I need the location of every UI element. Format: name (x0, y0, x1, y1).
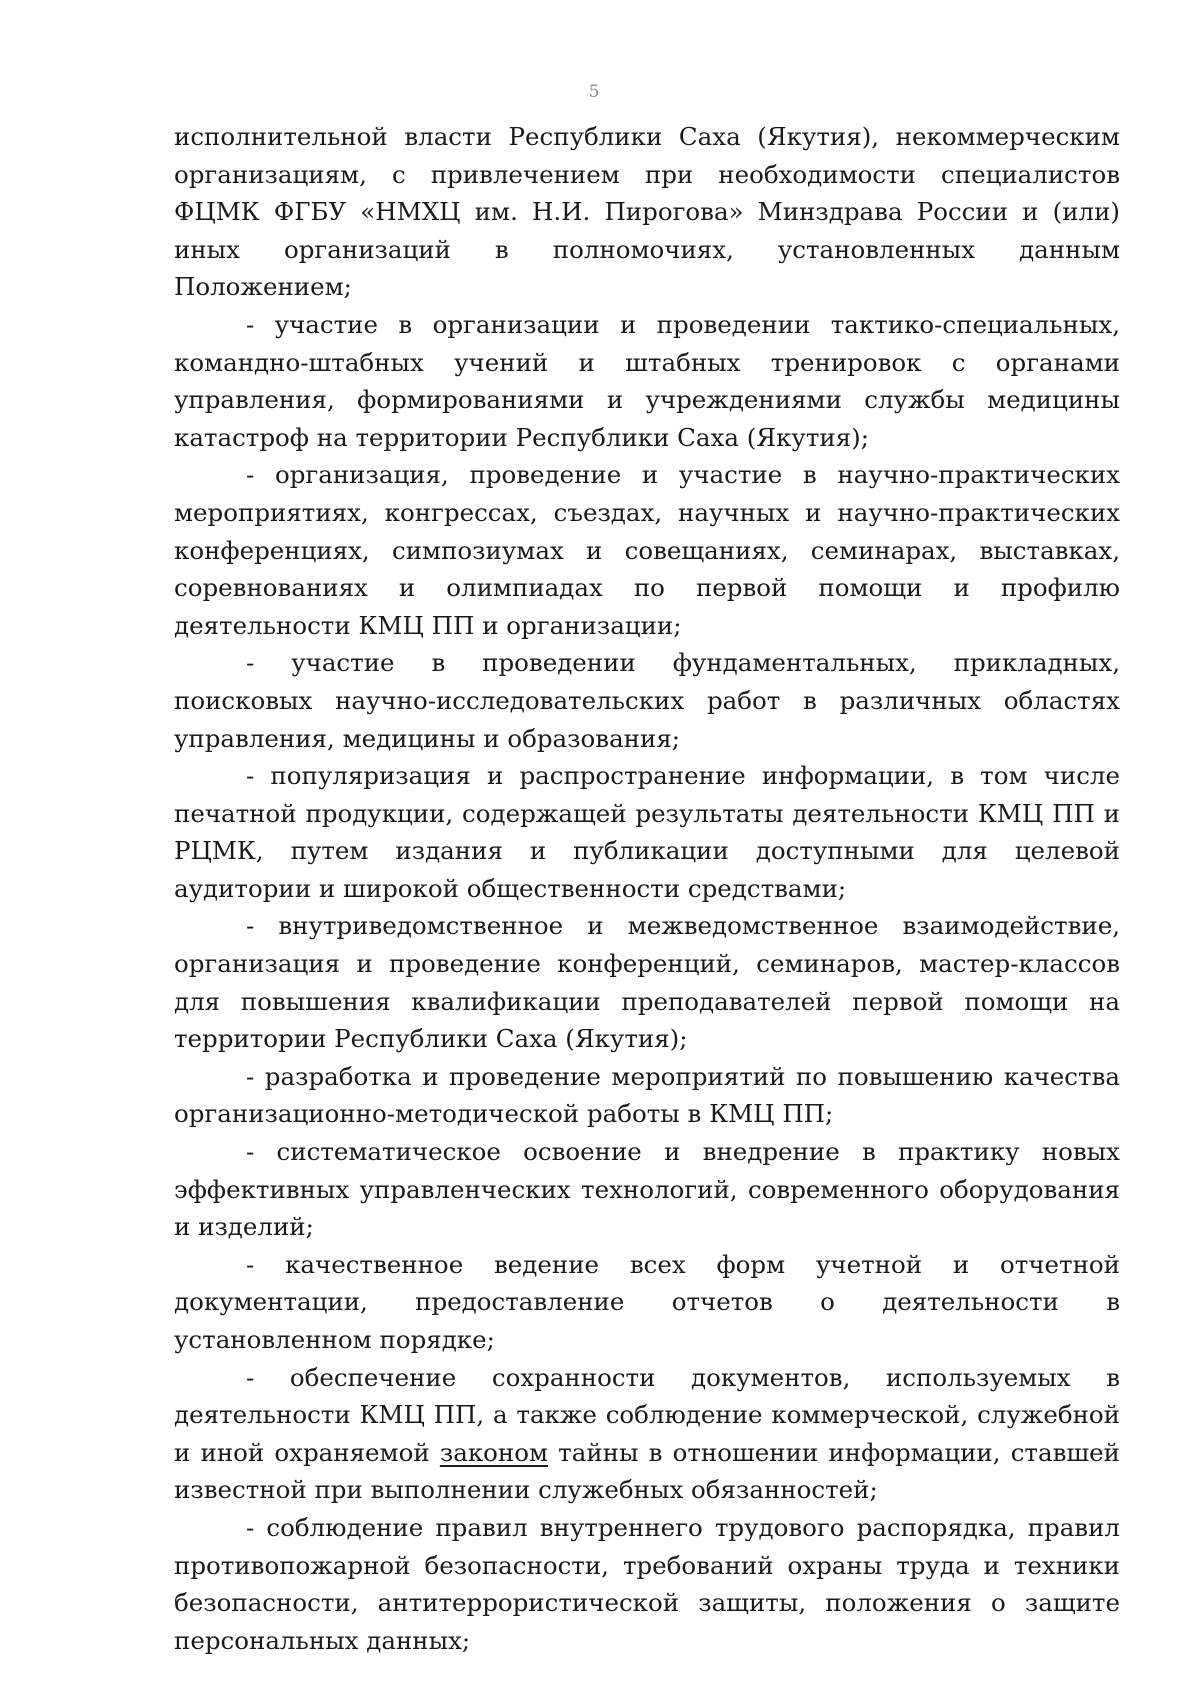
list-item-exercises: - участие в организации и проведении тактико-специальных, командно-штабных учений и штабных тренировок с органами управления, формированиями и учреждениями службы медицины катастроф на территории Республики Саха (Якутия); (174, 309, 1120, 452)
list-item-confidentiality (174, 1359, 1120, 1509)
list-item-interaction: - внутриведомственное и межведомственное взаимодействие, организация и проведение конференций, семинаров, мастер-классов для повышения квалификации преподавателей первой помощи на территории Республики Саха (Якутия); (174, 911, 1120, 1054)
list-item-technologies: - систематическое освоение и внедрение в практику новых эффективных управленческих технологий, современного оборудования и изделий; (174, 1137, 1120, 1242)
document-body (174, 118, 1120, 1659)
list-item-documentation: - качественное ведение всех форм учетной и отчетной документации, предоставление отчетов о деятельности в установленном порядке; (174, 1249, 1120, 1354)
list-item-quality: - разработка и проведение мероприятий по повышению качества организационно-методической работы в КМЦ ПП; (174, 1061, 1120, 1129)
paragraph-continuation: исполнительной власти Республики Саха (Якутия), некоммерческим организациям, с привлечением при необходимости специалистов ФЦМК ФГБУ «НМХЦ им. Н.И. Пирогова» Минздрава России и (или) иных организаций в полномочиях, установленных данным Положением; (174, 122, 1120, 302)
law-link[interactable]: законом (439, 1437, 549, 1467)
list-item-research: - участие в проведении фундаментальных, прикладных, поисковых научно-исследовательских работ в различных областях управления, медицины и образования; (174, 648, 1120, 753)
confidentiality-text-start: - обеспечение сохранности документов, используемых в деятельности КМЦ ПП, а также соблюдение коммерческой, служебной и иной охраняемой (174, 1362, 1120, 1467)
page-number: 5 (588, 82, 600, 102)
list-item-events: - организация, проведение и участие в научно-практических мероприятиях, конгрессах, съездах, научных и научно-практических конференциях, симпозиумах и совещаниях, семинарах, выставках, соревнованиях и олимпиадах по первой помощи и профилю деятельности КМЦ ПП и организации; (174, 460, 1120, 640)
list-item-popularization: - популяризация и распространение информации, в том числе печатной продукции, содержащей результаты деятельности КМЦ ПП и РЦМК, путем издания и публикации доступными для целевой аудитории и широкой общественности средствами; (174, 761, 1120, 903)
list-item-regulations: - соблюдение правил внутреннего трудового распорядка, правил противопожарной безопасности, требований охраны труда и техники безопасности, антитеррористической защиты, положения о защите персональных данных; (174, 1512, 1120, 1655)
confidentiality-text-end: тайны в отношении информации, ставшей известной при выполнении служебных обязанностей; (174, 1437, 1120, 1505)
